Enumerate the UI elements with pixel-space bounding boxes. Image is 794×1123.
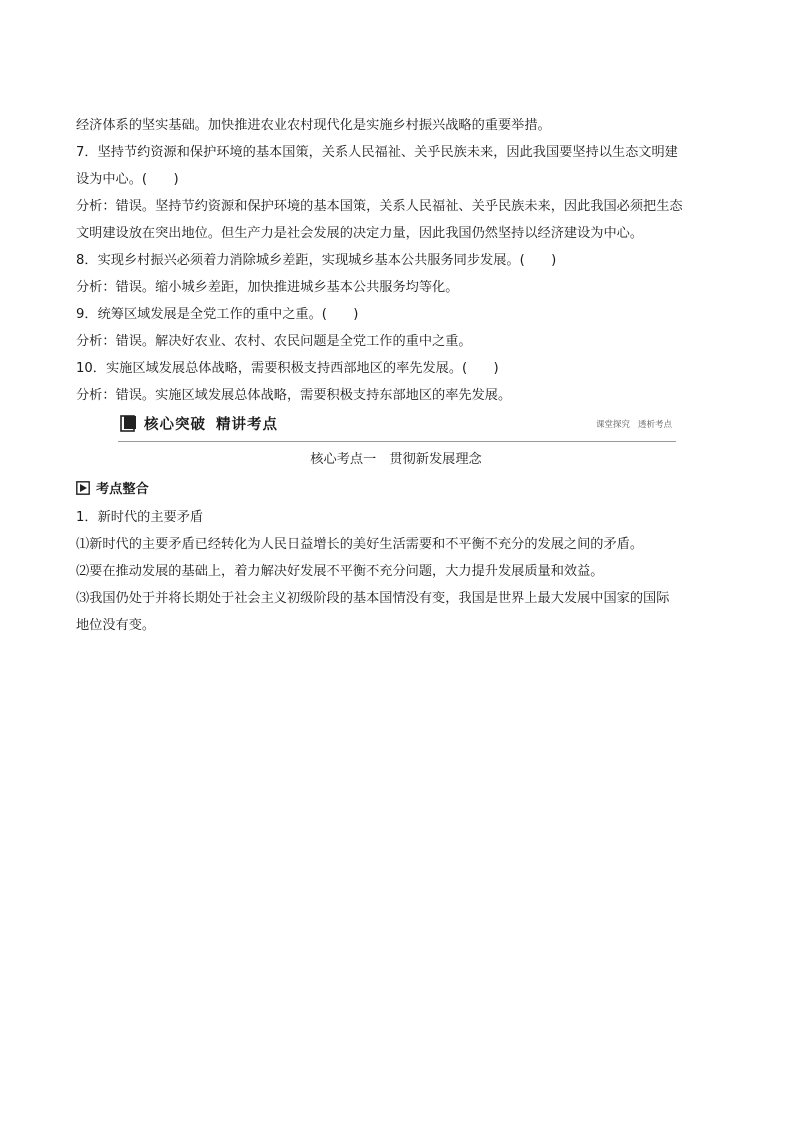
question-7-line-cont: 设为中心。( ) <box>76 172 179 187</box>
section-title-part1: 核心突破 <box>144 417 206 433</box>
point-1-item-3-cont: 地位没有变。 <box>76 618 156 633</box>
question-8-line: 8．实现乡村振兴必须着力消除城乡差距，实现城乡基本公共服务同步发展。( ) <box>76 253 557 268</box>
sub-heading-label: 考点整合 <box>96 482 149 497</box>
section-subtitle-part2: 透析考点 <box>637 420 672 430</box>
topic-title: 核心考点一 贯彻新发展理念 <box>310 452 482 467</box>
point-1-item-1: ⑴新时代的主要矛盾已经转化为人民日益增长的美好生活需要和不平衡不充分的发展之间的矛盾。 <box>76 537 644 552</box>
section-title <box>144 411 278 439</box>
question-7-line: 7．坚持节约资源和保护环境的基本国策，关系人民福祉、关乎民族未来，因此我国要坚持以生态文明建 <box>76 145 678 160</box>
section-header-bar <box>118 411 676 442</box>
document-body <box>76 112 726 639</box>
section-subtitle-part1: 课堂探究 <box>595 420 630 430</box>
book-icon <box>120 415 137 432</box>
question-9-line: 9．统筹区域发展是全党工作的重中之重。( ) <box>76 307 359 322</box>
section-title-part2: 精讲考点 <box>216 417 278 433</box>
analysis-8-line: 分析：错误。缩小城乡差距，加快推进城乡基本公共服务均等化。 <box>76 280 459 295</box>
sub-heading <box>76 476 726 504</box>
analysis-7-line: 分析：错误。坚持节约资源和保护环境的基本国策，关系人民福祉、关乎民族未来，因此我国必须把生态 <box>76 199 683 214</box>
analysis-7-line-cont: 文明建设放在突出地位。但生产力是社会发展的决定力量，因此我国仍然坚持以经济建设为中心。 <box>76 226 644 241</box>
play-icon <box>76 481 90 495</box>
question-10-line: 10．实施区域发展总体战略，需要积极支持西部地区的率先发展。( ) <box>76 361 499 376</box>
section-subtitle <box>596 417 672 433</box>
analysis-10-line: 分析：错误。实施区域发展总体战略，需要积极支持东部地区的率先发展。 <box>76 388 512 403</box>
paragraph-line: 经济体系的坚实基础。加快推进农业农村现代化是实施乡村振兴战略的重要举措。 <box>76 118 551 133</box>
point-1-item-2: ⑵要在推动发展的基础上，着力解决好发展不平衡不充分问题，大力提升发展质量和效益。 <box>76 564 604 579</box>
point-1-item-3: ⑶我国仍处于并将长期处于社会主义初级阶段的基本国情没有变，我国是世界上最大发展中国家的国际 <box>76 591 670 606</box>
analysis-9-line: 分析：错误。解决好农业、农村、农民问题是全党工作的重中之重。 <box>76 334 472 349</box>
point-1-heading: 1．新时代的主要矛盾 <box>76 510 204 525</box>
